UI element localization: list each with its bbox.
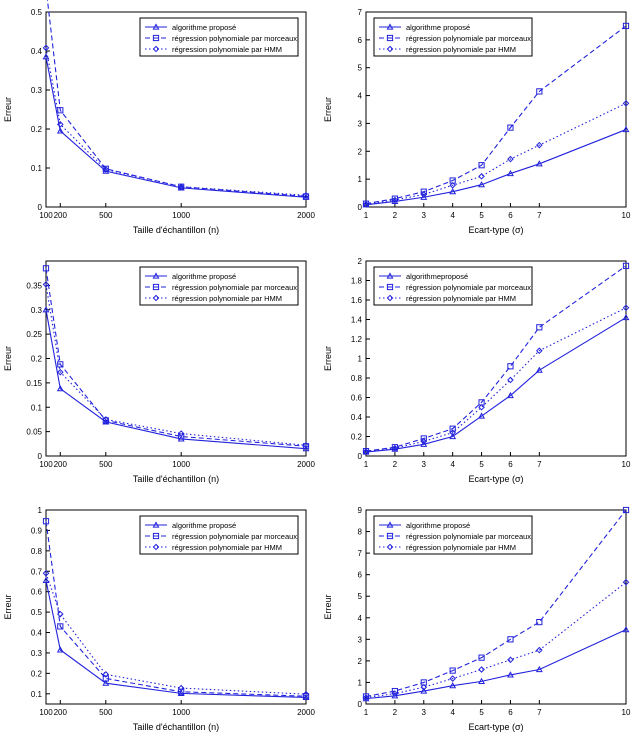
y-tick-label: 0.2 [30, 669, 42, 679]
x-tick-label: 2 [392, 211, 398, 220]
x-tick-label: 1 [363, 460, 369, 469]
y-axis-title: Erreur [323, 345, 333, 372]
y-tick-label: 0.4 [30, 47, 42, 56]
x-tick-label: 7 [537, 460, 542, 469]
y-tick-label: 0.3 [30, 305, 42, 315]
x-axis-title: Taille d'échantillon (n) [132, 225, 220, 235]
y-tick-label: 0.25 [26, 330, 42, 340]
y-tick-label: 0.4 [350, 413, 362, 422]
legend [140, 267, 298, 305]
legend-entry-label: algorithme proposé [406, 520, 471, 530]
x-tick-label: 500 [99, 708, 113, 717]
legend-entry-label: régression polynomiale par morceaux [172, 33, 298, 43]
x-axis-title: Ecart-type (σ) [468, 225, 524, 235]
y-tick-label: 0.6 [350, 393, 362, 403]
legend-entry-label: régression polynomiale par HMM [406, 293, 517, 303]
legend-entry-label: régression polynomiale par HMM [172, 542, 283, 552]
x-tick-label: 2000 [297, 211, 315, 220]
y-tick-label: 0.1 [30, 689, 42, 699]
plot-r1c1 [0, 0, 320, 249]
y-tick-label: 0.15 [26, 378, 42, 388]
y-tick-label: 3 [357, 119, 362, 129]
y-tick-label: 1.6 [350, 296, 362, 305]
y-tick-label: 0.2 [30, 125, 42, 134]
y-tick-label: 0.1 [30, 403, 42, 413]
x-tick-label: 200 [53, 460, 67, 469]
x-tick-label: 1 [363, 708, 369, 717]
y-tick-label: 0.7 [30, 567, 42, 577]
legend-entry-label: régression polynomiale par HMM [172, 293, 283, 303]
series-line-3 [46, 48, 306, 195]
y-tick-label: 0.5 [30, 608, 42, 618]
x-tick-label: 2000 [297, 460, 315, 469]
y-tick-label: 9 [357, 506, 362, 515]
legend-entry-label: régression polynomiale par morceaux [172, 531, 298, 541]
legend-entry-label: algorithme proposé [172, 22, 237, 32]
legend-entry-label: régression polynomiale par morceaux [172, 282, 298, 292]
y-tick-label: 0 [357, 700, 362, 709]
legend [140, 516, 298, 554]
y-axis-title: Erreur [3, 594, 13, 620]
chart-cell-r3c2 [320, 498, 640, 746]
series-line-1 [46, 310, 306, 449]
y-tick-label: 3 [357, 635, 362, 645]
y-tick-label: 2 [357, 147, 362, 157]
chart-cell-r2c2 [320, 249, 640, 498]
y-axis-title: Erreur [3, 96, 13, 123]
x-tick-label: 10 [621, 460, 631, 469]
x-tick-label: 1 [363, 211, 369, 220]
y-tick-label: 0.2 [30, 354, 42, 364]
legend-entry-label: régression polynomiale par HMM [406, 44, 517, 54]
y-tick-label: 0.4 [30, 628, 42, 638]
y-axis-title: Erreur [323, 594, 333, 620]
y-tick-label: 0 [37, 452, 42, 461]
y-tick-label: 4 [357, 613, 362, 623]
x-tick-label: 6 [508, 460, 513, 469]
series-line-3 [46, 573, 306, 694]
x-tick-label: 200 [53, 211, 67, 220]
y-tick-label: 5 [357, 63, 362, 73]
y-tick-label: 1.8 [350, 276, 362, 286]
legend-entry-label: régression polynomiale par morceaux [406, 282, 532, 292]
y-tick-label: 0 [357, 203, 362, 212]
y-tick-label: 0.6 [30, 587, 42, 597]
legend [374, 516, 532, 554]
y-tick-label: 0.5 [30, 8, 42, 17]
x-tick-label: 2 [392, 460, 398, 469]
y-tick-label: 0.8 [350, 374, 362, 383]
series-line-3 [366, 308, 626, 452]
y-tick-label: 0.2 [350, 432, 362, 442]
x-tick-label: 4 [450, 211, 455, 220]
y-tick-label: 6 [357, 570, 362, 580]
legend-entry-label: algorithme proposé [406, 22, 471, 32]
y-tick-label: 0.1 [30, 164, 42, 173]
y-tick-label: 0.9 [30, 526, 42, 536]
x-axis-title: Ecart-type (σ) [468, 474, 524, 484]
y-tick-label: 1.2 [350, 335, 362, 344]
x-tick-label: 500 [99, 460, 113, 469]
plot-r3c1 [0, 498, 320, 746]
x-tick-label: 1000 [172, 708, 191, 717]
y-axis-title: Erreur [3, 345, 13, 372]
x-axis-title: Ecart-type (σ) [468, 722, 524, 732]
x-tick-label: 5 [479, 211, 484, 220]
series-line-3 [366, 103, 626, 204]
series-line-1 [46, 57, 306, 197]
legend [140, 18, 298, 56]
plot-r1c2 [320, 0, 640, 249]
legend-entry-label: régression polynomiale par morceaux [406, 531, 532, 541]
y-tick-label: 2 [357, 656, 362, 666]
y-tick-label: 1.4 [350, 315, 362, 325]
y-axis-title: Erreur [323, 96, 333, 123]
legend-entry-label: algorithme proposé [172, 520, 237, 530]
series-line-1 [366, 318, 626, 453]
legend-entry-label: régression polynomiale par morceaux [406, 33, 532, 43]
x-tick-label: 6 [508, 708, 513, 717]
y-tick-label: 8 [357, 527, 362, 537]
y-tick-label: 7 [357, 8, 362, 17]
x-tick-label: 7 [537, 211, 542, 220]
legend [374, 18, 532, 56]
x-tick-label: 2000 [297, 708, 315, 717]
series-line-3 [46, 284, 306, 445]
y-tick-label: 1 [357, 678, 362, 688]
x-tick-label: 7 [537, 708, 542, 717]
legend [374, 267, 532, 305]
x-tick-label: 10 [621, 211, 631, 220]
y-tick-label: 4 [357, 91, 362, 101]
x-tick-label: 100 [39, 211, 53, 220]
x-tick-label: 2 [392, 708, 398, 717]
chart-cell-r2c1 [0, 249, 320, 498]
x-tick-label: 3 [421, 460, 427, 469]
y-tick-label: 0.05 [26, 427, 42, 437]
series-line-1 [366, 630, 626, 699]
legend-entry-label: régression polynomiale par HMM [406, 542, 517, 552]
y-tick-label: 7 [357, 549, 362, 559]
x-tick-label: 10 [621, 708, 631, 717]
series-marker [508, 657, 513, 662]
legend-entry-label: régression polynomiale par HMM [172, 44, 283, 54]
chart-cell-r3c1 [0, 498, 320, 746]
x-tick-label: 100 [39, 708, 53, 717]
y-tick-label: 1 [357, 175, 362, 185]
chart-cell-r1c2 [320, 0, 640, 249]
x-tick-label: 200 [53, 708, 67, 717]
plot-r2c2 [320, 249, 640, 498]
y-tick-label: 6 [357, 35, 362, 45]
y-tick-label: 1 [357, 354, 362, 364]
legend-entry-label: algorithmeproposé [406, 271, 469, 281]
legend-entry-label: algorithme proposé [172, 271, 237, 281]
x-tick-label: 500 [99, 211, 113, 220]
x-tick-label: 5 [479, 708, 484, 717]
y-tick-label: 5 [357, 592, 362, 602]
x-tick-label: 3 [421, 211, 427, 220]
x-tick-label: 6 [508, 211, 513, 220]
y-tick-label: 2 [357, 257, 362, 266]
y-tick-label: 1 [37, 506, 42, 515]
x-tick-label: 1000 [172, 211, 191, 220]
x-tick-label: 3 [421, 708, 427, 717]
y-tick-label: 0 [37, 203, 42, 212]
plot-r3c2 [320, 498, 640, 746]
x-axis-title: Taille d'échantillon (n) [132, 474, 220, 484]
x-tick-label: 1000 [172, 460, 191, 469]
x-tick-label: 4 [450, 460, 455, 469]
series-line-1 [46, 580, 306, 697]
x-axis-title: Taille d'échantillon (n) [132, 722, 220, 732]
chart-cell-r1c1 [0, 0, 320, 249]
x-tick-label: 100 [39, 460, 53, 469]
x-tick-label: 4 [450, 708, 455, 717]
y-tick-label: 0.3 [30, 86, 42, 95]
x-tick-label: 5 [479, 460, 484, 469]
y-tick-label: 0 [357, 452, 362, 461]
y-tick-label: 0.3 [30, 648, 42, 658]
series-line-3 [366, 582, 626, 697]
plot-r2c1 [0, 249, 320, 498]
y-tick-label: 0.8 [30, 546, 42, 556]
y-tick-label: 0.35 [26, 281, 42, 291]
